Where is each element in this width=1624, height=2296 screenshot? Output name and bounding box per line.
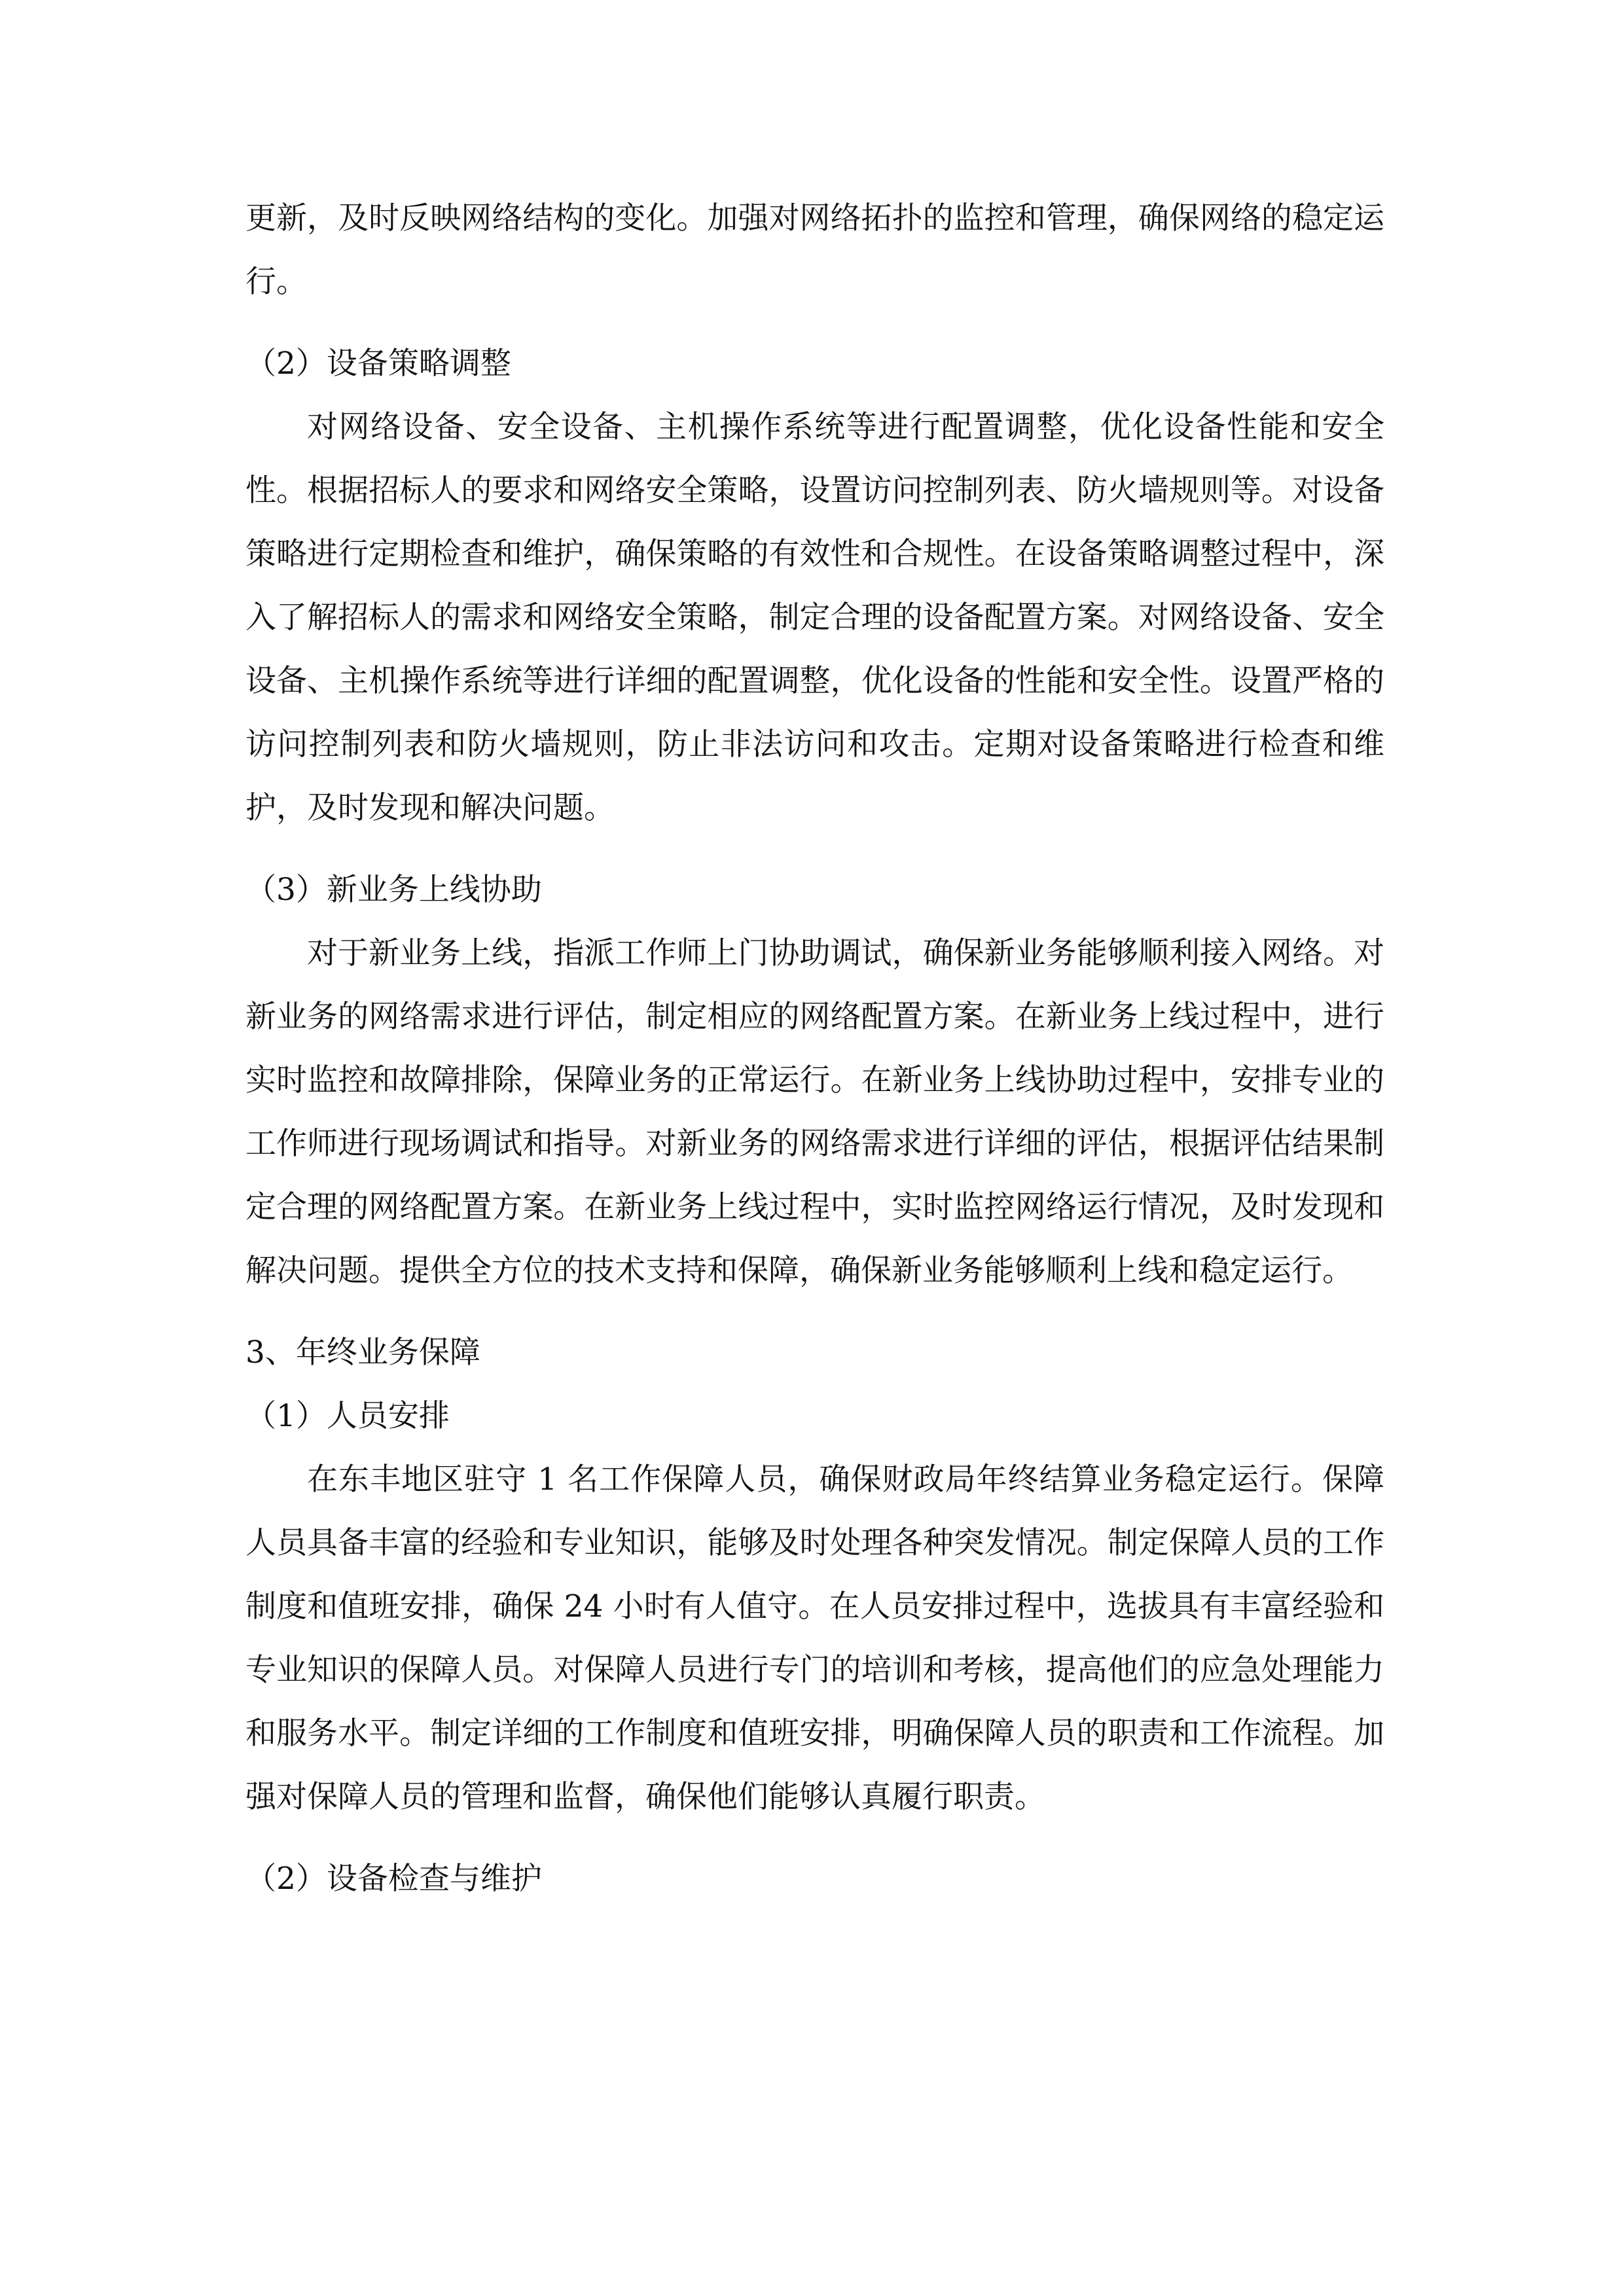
- heading-device-policy-adjustment: （2）设备策略调整: [245, 346, 511, 382]
- heading-personnel-arrangement: （1）人员安排: [245, 1398, 450, 1434]
- paragraph-device-policy-adjustment: 对网络设备、安全设备、主机操作系统等进行配置调整，优化设备性能和安全性。根据招标人的要求和网络安全策略，设置访问控制列表、防火墙规则等。对设备策略进行定期检查和维护，确保策略的有效性和合规性。在设备策略调整过程中，深入了解招标人的需求和网络安全策略，制定合理的设备配置方案。对网络设备、安全设备、主机操作系统等进行详细的配置调整，优化设备的性能和安全性。设置严格的访问控制列表和防火墙规则，防止非法访问和攻击。定期对设备策略进行检查和维护，及时发现和解决问题。: [245, 409, 1384, 826]
- section-title-year-end-support: 3、年终业务保障: [245, 1335, 480, 1371]
- heading-new-business-launch: （3）新业务上线协助: [245, 872, 542, 908]
- paragraph-topology-continuation: 更新，及时反映网络结构的变化。加强对网络拓扑的监控和管理，确保网络的稳定运行。: [245, 200, 1384, 300]
- paragraph-new-business-launch: 对于新业务上线，指派工作师上门协助调试，确保新业务能够顺利接入网络。对新业务的网络需求进行评估，制定相应的网络配置方案。在新业务上线过程中，进行实时监控和故障排除，保障业务的正常运行。在新业务上线协助过程中，安排专业的工作师进行现场调试和指导。对新业务的网络需求进行详细的评估，根据评估结果制定合理的网络配置方案。在新业务上线过程中，实时监控网络运行情况，及时发现和解决问题。提供全方位的技术支持和保障，确保新业务能够顺利上线和稳定运行。: [245, 935, 1384, 1289]
- paragraph-personnel-arrangement: 在东丰地区驻守 1 名工作保障人员，确保财政局年终结算业务稳定运行。保障人员具备丰富的经验和专业知识，能够及时处理各种突发情况。制定保障人员的工作制度和值班安排，确保 24 小时有人值守。在人员安排过程中，选拔具有丰富经验和专业知识的保障人员。对保障人员进行专门的培训和考核，提高他们的应急处理能力和服务水平。制定详细的工作制度和值班安排，明确保障人员的职责和工作流程。加强对保障人员的管理和监督，确保他们能够认真履行职责。: [245, 1462, 1384, 1815]
- heading-equipment-inspection-maintenance: （2）设备检查与维护: [245, 1861, 542, 1897]
- document-body: [245, 187, 1384, 1910]
